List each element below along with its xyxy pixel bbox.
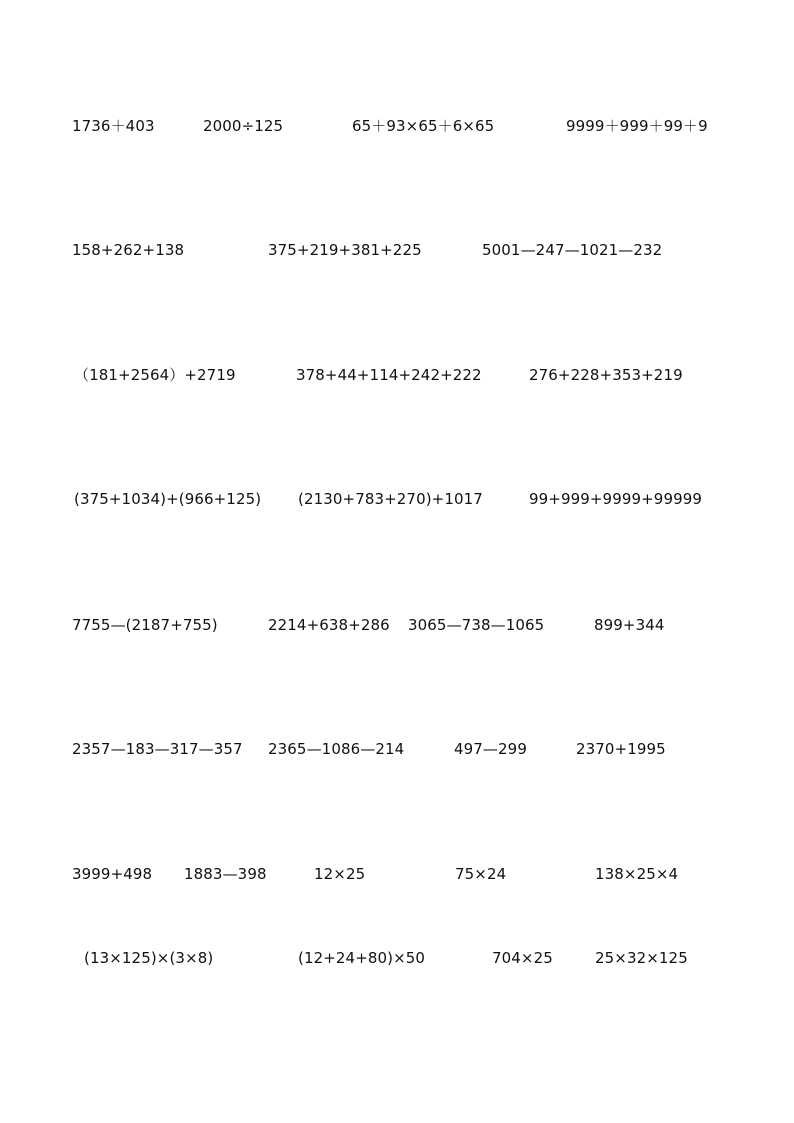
expression-r2-c1: 158+262+138 bbox=[72, 241, 185, 259]
expression-r6-c4: 2370+1995 bbox=[576, 740, 666, 758]
expression-r8-c1: (13×125)×(3×8) bbox=[84, 949, 214, 967]
expression-r8-c3: 704×25 bbox=[492, 949, 553, 967]
expression-r8-c2: (12+24+80)×50 bbox=[298, 949, 426, 967]
expression-r7-c3: 12×25 bbox=[314, 865, 366, 883]
expression-r5-c1: 7755—(2187+755) bbox=[72, 616, 218, 634]
expression-r4-c1: (375+1034)+(966+125) bbox=[74, 490, 262, 508]
expression-r7-c1: 3999+498 bbox=[72, 865, 153, 883]
expression-r3-c1: （181+2564）+2719 bbox=[74, 366, 236, 384]
expression-r7-c4: 75×24 bbox=[455, 865, 507, 883]
expression-r7-c5: 138×25×4 bbox=[595, 865, 679, 883]
expression-r5-c3: 3065—738—1065 bbox=[408, 616, 545, 634]
expression-r2-c3: 5001—247—1021—232 bbox=[482, 241, 663, 259]
expression-r5-c4: 899+344 bbox=[594, 616, 665, 634]
expression-r3-c2: 378+44+114+242+222 bbox=[296, 366, 482, 384]
expression-r6-c2: 2365—1086—214 bbox=[268, 740, 405, 758]
expression-r2-c2: 375+219+381+225 bbox=[268, 241, 422, 259]
expression-r1-c4: 9999＋999＋99＋9 bbox=[566, 117, 708, 135]
expression-r5-c2: 2214+638+286 bbox=[268, 616, 390, 634]
expression-r1-c2: 2000÷125 bbox=[203, 117, 284, 135]
expression-r4-c3: 99+999+9999+99999 bbox=[529, 490, 703, 508]
expression-r6-c3: 497—299 bbox=[454, 740, 527, 758]
expression-r1-c1: 1736＋403 bbox=[72, 117, 155, 135]
expression-r3-c3: 276+228+353+219 bbox=[529, 366, 683, 384]
expression-r4-c2: (2130+783+270)+1017 bbox=[298, 490, 483, 508]
expression-r8-c4: 25×32×125 bbox=[595, 949, 688, 967]
expression-r1-c3: 65＋93×65＋6×65 bbox=[352, 117, 495, 135]
expression-r7-c2: 1883—398 bbox=[184, 865, 267, 883]
expression-r6-c1: 2357—183—317—357 bbox=[72, 740, 243, 758]
